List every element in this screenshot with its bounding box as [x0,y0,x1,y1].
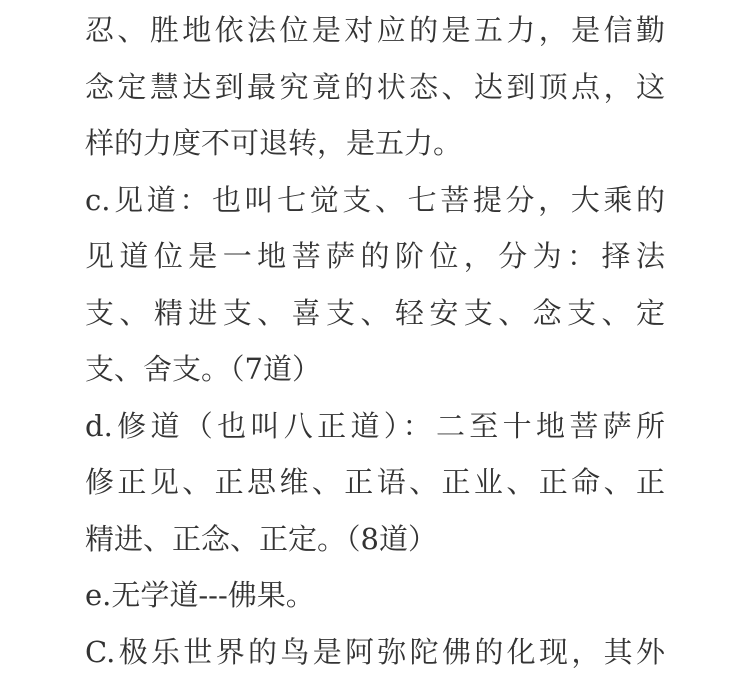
text-line: 样的力度不可退转，是五力。 [85,115,665,172]
document-body [85,2,665,680]
text-line: 精进、正念、正定。（8道） [85,511,665,568]
text-line: 支、舍支。（7道） [85,341,665,398]
text-line: e.无学道---佛果。 [85,567,665,624]
text-line: 念定慧达到最究竟的状态、达到顶点，这 [85,59,665,116]
text-line: 修正见、正思维、正语、正业、正命、正 [85,454,665,511]
text-line: c.见道：也叫七觉支、七菩提分，大乘的 [85,172,665,229]
text-line: C.极乐世界的鸟是阿弥陀佛的化现，其外 [85,624,665,680]
text-line: d.修道（也叫八正道）：二至十地菩萨所 [85,398,665,455]
text-line: 忍、胜地依法位是对应的是五力，是信勤 [85,2,665,59]
text-line: 见道位是一地菩萨的阶位，分为：择法 [85,228,665,285]
text-line: 支、精进支、喜支、轻安支、念支、定 [85,285,665,342]
